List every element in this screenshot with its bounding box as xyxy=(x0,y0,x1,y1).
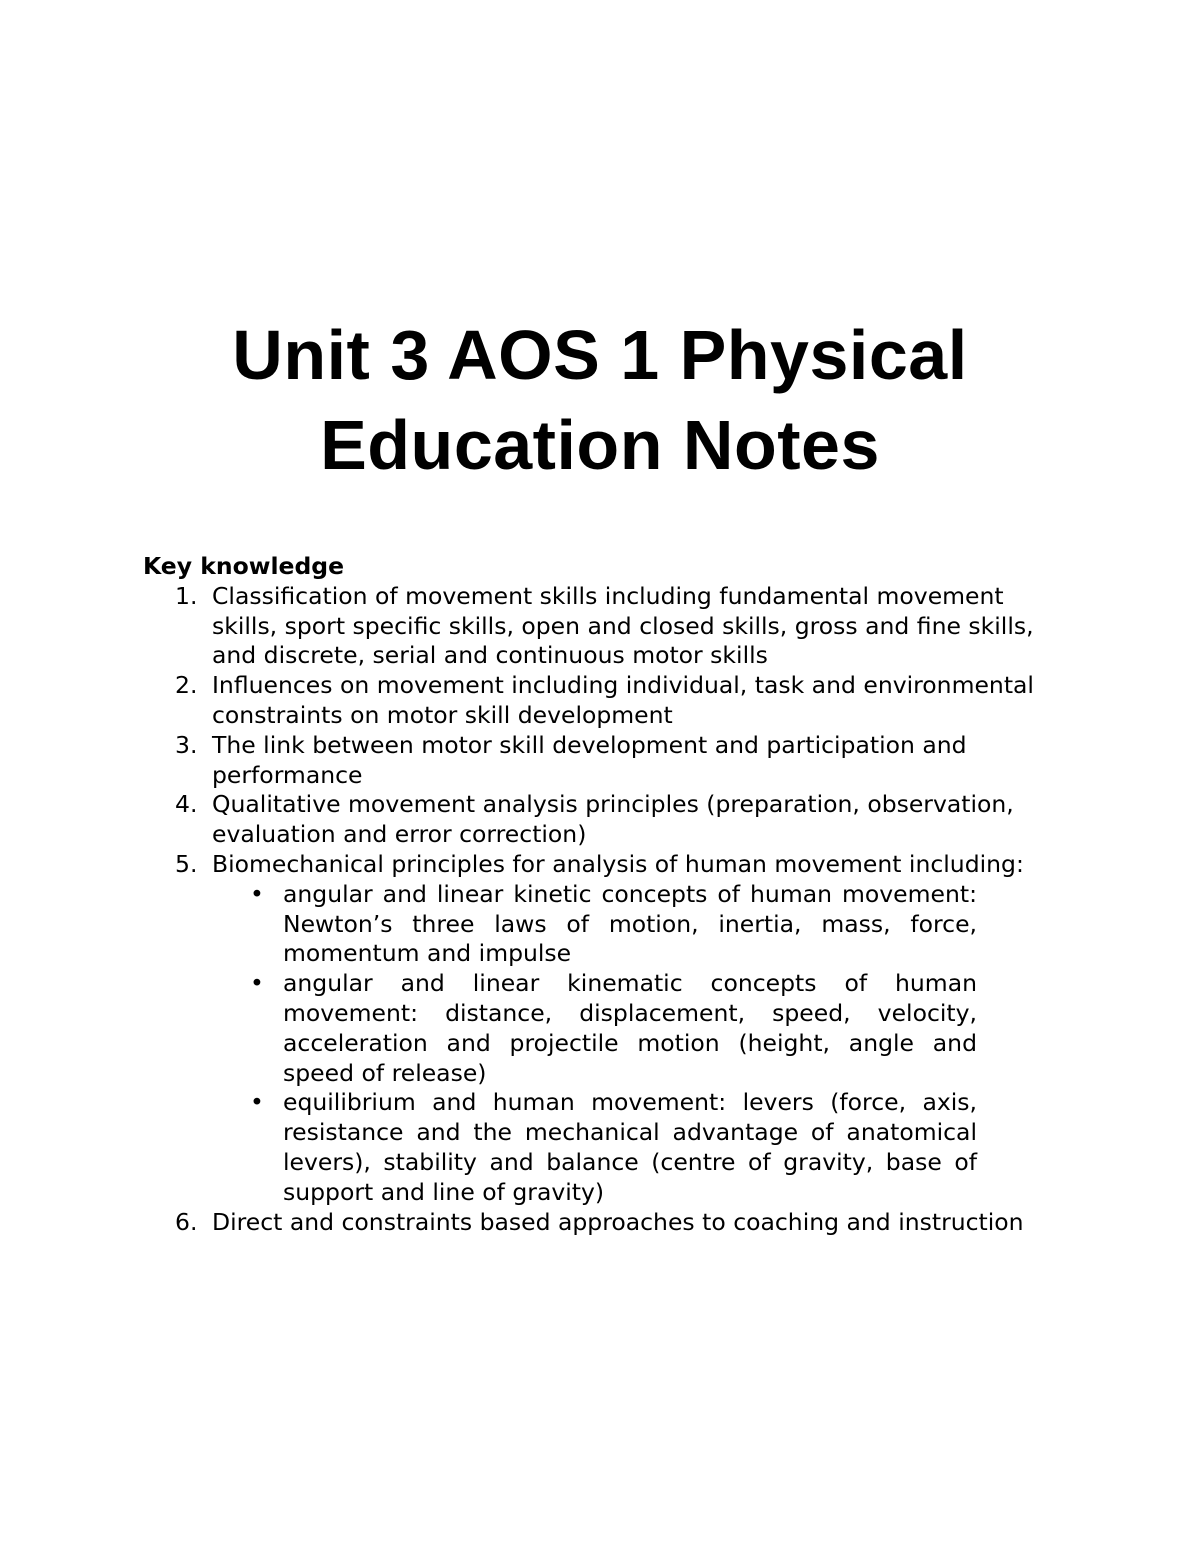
list-item xyxy=(143,671,1073,731)
bullet-icon: • xyxy=(250,1088,264,1117)
item-number: 6. xyxy=(175,1207,198,1236)
list-item xyxy=(143,731,1073,791)
list-item xyxy=(143,790,1073,850)
document-title xyxy=(0,310,1200,490)
title-line-1: Unit 3 AOS 1 Physical xyxy=(232,316,968,394)
item-number: 1. xyxy=(175,581,198,610)
sub-list-item xyxy=(212,1088,977,1207)
item-text: Classification of movement skills including fundamental movement skills, sport specific skills, open and closed skills, gross and fine skills, and discrete, serial and continuous motor skills xyxy=(212,581,1034,670)
item-text: The link between motor skill development and participation and performance xyxy=(212,730,967,789)
list-item xyxy=(143,582,1073,671)
title-line-2: Education Notes xyxy=(320,406,880,484)
sub-item-text: equilibrium and human movement: levers (force, axis, resistance and the mechanical advantage of anatomical levers), stability and balance (centre of gravity, base of support and line of gravity) xyxy=(283,1088,977,1206)
sub-list-item xyxy=(212,880,977,969)
sub-item-text: angular and linear kinematic concepts of human movement: distance, displacement, speed, velocity, acceleration and projectile motion (height, angle and speed of release) xyxy=(283,969,977,1087)
item-text: Qualitative movement analysis principles (preparation, observation, evaluation and error correction) xyxy=(212,790,1014,849)
item-number: 4. xyxy=(175,790,198,819)
sub-list-item xyxy=(212,969,977,1088)
section-heading: Key knowledge xyxy=(143,552,345,580)
list-item xyxy=(143,1208,1073,1238)
list-item xyxy=(143,850,1073,1208)
sub-item-text: angular and linear kinetic concepts of human movement: Newton’s three laws of motion, inertia, mass, force, momentum and impulse xyxy=(283,879,977,968)
item-number: 5. xyxy=(175,849,198,878)
key-knowledge-section xyxy=(143,552,1073,1237)
key-knowledge-list xyxy=(143,582,1073,1238)
item-number: 3. xyxy=(175,730,198,759)
item-text: Influences on movement including individual, task and environmental constraints on motor skill development xyxy=(212,671,1034,729)
bullet-icon: • xyxy=(250,879,264,908)
biomechanics-sublist xyxy=(212,880,977,1208)
bullet-icon: • xyxy=(250,969,264,998)
item-text: Direct and constraints based approaches to coaching and instruction xyxy=(212,1207,1024,1236)
item-text: Biomechanical principles for analysis of human movement including: xyxy=(212,849,1024,878)
item-number: 2. xyxy=(175,671,198,700)
